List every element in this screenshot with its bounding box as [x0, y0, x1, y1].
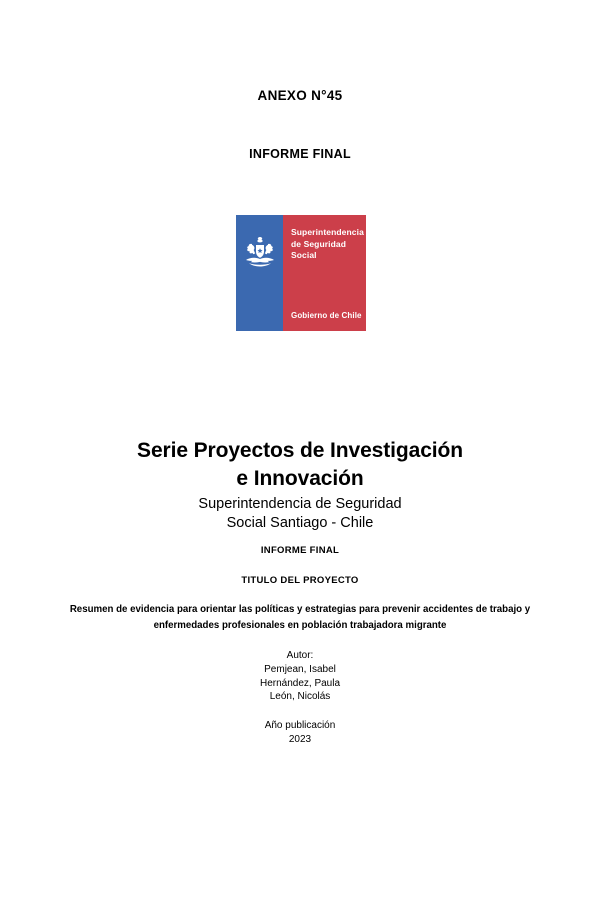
project-title-label: TITULO DEL PROYECTO	[241, 575, 359, 586]
logo-government-label: Gobierno de Chile	[291, 311, 362, 320]
organization-line-2: Social Santiago - Chile	[226, 515, 374, 531]
publication-year-value: 2023	[288, 734, 312, 745]
publication-year-block	[0, 719, 600, 747]
publication-year-label: Año publicación	[264, 720, 336, 731]
organization-line-1: Superintendencia de Seguridad	[198, 496, 402, 512]
chile-coat-of-arms-icon	[242, 235, 278, 269]
logo-institution-line-1: Superintendencia	[291, 227, 364, 237]
organization-subtitle	[0, 495, 600, 533]
author-label: Autor:	[286, 650, 314, 661]
logo-institution-line-2: de Seguridad	[291, 238, 347, 249]
author-name-1: Pemjean, Isabel	[264, 663, 336, 675]
logo-blue-panel	[236, 215, 283, 331]
author-block	[0, 649, 600, 704]
report-type-heading-middle: INFORME FINAL	[260, 545, 340, 556]
author-name-2: Hernández, Paula	[259, 677, 341, 689]
annex-number-heading: ANEXO N°45	[257, 88, 343, 103]
project-title-text: Resumen de evidencia para orientar las políticas y estrategias para prevenir accidentes de trabajo y enfermedades profesionales en población trabajadora migrante	[69, 604, 531, 631]
author-name-3: León, Nicolás	[269, 691, 331, 703]
logo-institution-line-3: Social	[291, 250, 317, 260]
series-title-line-2: e Innovación	[236, 467, 364, 490]
logo-institution-name	[291, 227, 362, 262]
series-title	[0, 437, 600, 493]
series-title-line-1: Serie Proyectos de Investigación	[137, 439, 463, 462]
logo-red-panel	[283, 215, 366, 331]
superintendencia-logo	[236, 215, 366, 331]
report-type-heading-top: INFORME FINAL	[249, 147, 351, 161]
